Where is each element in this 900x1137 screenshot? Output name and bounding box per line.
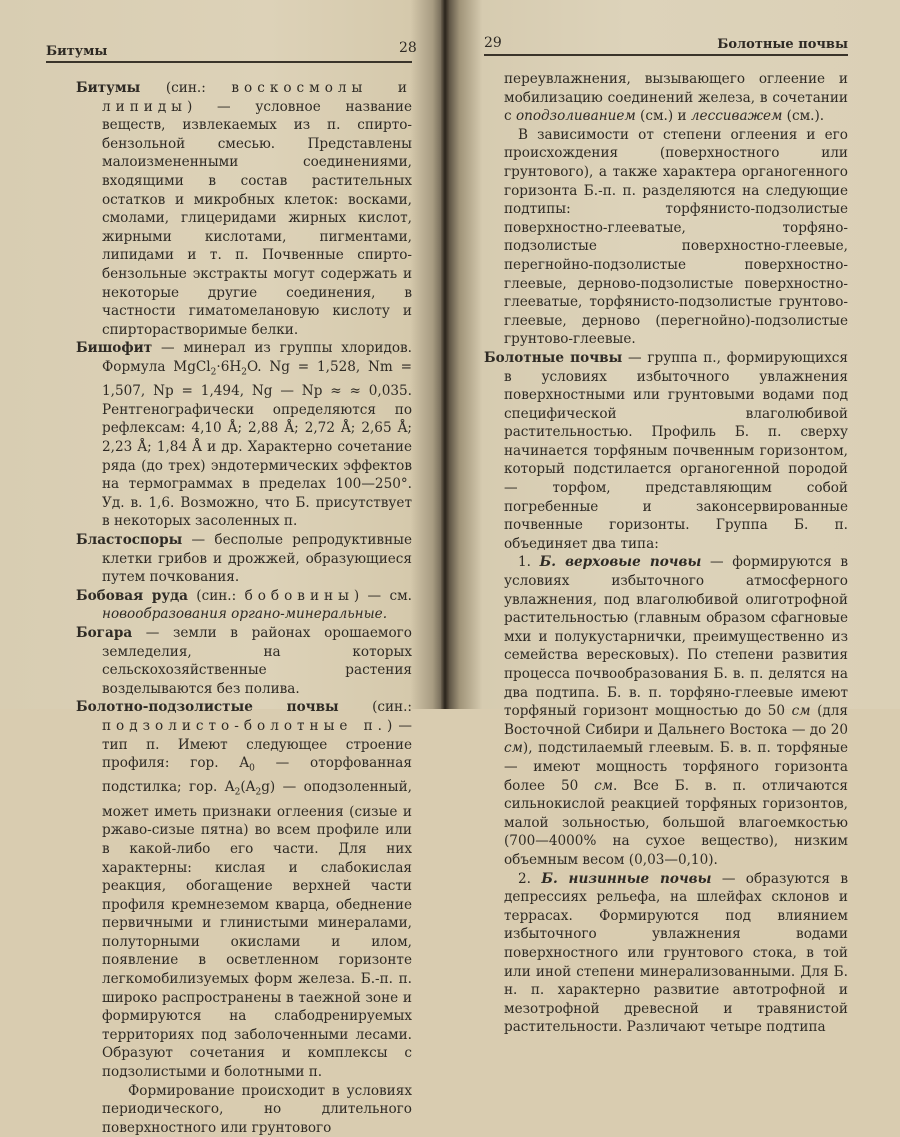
running-head-left: Битумы	[46, 44, 108, 59]
entry-bishofit: Бишофит — минерал из группы хлоридов. Формула $MgCl_2\cdot 6H_2O$. Ng = 1,528, Nm = 1,507, Np = 1,494, Ng — Np ≈ ≈ 0,035. Рентгенографически определяются по рефлексам: 4,10 Å; 2,88 Å; 2,72 Å; 2,65 Å; 2,23 Å; 1,84 Å и др. Характерно сочетание ряда (до трех) эндотермических эффектов на термограммах в пределах 100—250°. Уд. в. 1,6. Возможно, что Б. присутствует в некоторых засоленных п.	[76, 340, 412, 530]
cross-reference: новообразования органо-минеральные.	[102, 606, 388, 623]
right-text-block	[484, 70, 848, 1037]
running-head-right: Болотные почвы	[717, 37, 848, 52]
continuation-paragraph: переувлажнения, вызывающего оглеение и мобилизацию соединений железа, в сочетании с оподзоливанием (см.) и лессиважем (см.).	[504, 71, 848, 125]
entry-bobovaya-ruda: Бобовая руда (син.: бобовины) — см. новообразования органо-минеральные.	[76, 587, 412, 623]
header-rule-left	[46, 61, 412, 63]
left-text-block	[76, 79, 412, 1137]
book-gutter	[441, 0, 449, 709]
cross-reference: оподзоливанием	[515, 108, 636, 125]
page-number-left: 28	[399, 40, 417, 56]
entry-blastospory: Бластоспоры — бесполые репродуктивные клетки грибов и дрожжей, образующиеся путем почкования.	[76, 531, 412, 586]
entry-bogara: Богара — земли в районах орошаемого земледелия, на которых сельскохозяйственные растения возделываются без полива.	[76, 624, 412, 697]
type-2-nizinnye: 2. Б. низинные почвы — образуются в депрессиях рельефа, на шлейфах склонов и террасах. Формируются под влиянием избыточного увлажнения водами поверхностного или грунтового стока, в той или иной степени минерализованными. Для Б. н. п. характерно развитие автотрофной и мезотрофной древесной и травянистой растительности. Различают четыре подтипа	[504, 870, 848, 1036]
paragraph-formation: Формирование происходит в условиях периодического, но длительного поверхностного или грунтового	[102, 1082, 412, 1136]
header-rule-right	[484, 54, 848, 56]
page-number-right: 29	[484, 35, 502, 51]
right-page	[446, 0, 900, 1036]
entry-bolotnye-pochvy: Болотные почвы — группа п., формирующихся в условиях избыточного увлажнения поверхностными или грунтовыми водами под специфической влаголюбивой растительностью. Профиль Б. п. сверху начинается торфяным почвенным горизонтом, который подстилается органогенной породой — торфом, представляющим собой погребенные и законсервированные почвенные горизонты. Группа Б. п. объединяет два типа:	[484, 349, 848, 552]
paragraph-subtypes: В зависимости от степени оглеения и его происхождения (поверхностного или грунтового), а также характера органогенного горизонта Б.-п. п. разделяются на следующие подтипы: торфянисто-подзолистые поверхностно-глееватые, торфяно-подзолистые поверхностно-глеевые, перегнойно-подзолистые поверхностно-глеевые, дерново-подзолистые поверхностно-глееватые, торфянисто-подзолистые грунтово-глеевые, дерново (перегнойно)-подзолистые грунтово-глеевые.	[504, 126, 848, 348]
type-1-verkhovye: 1. Б. верховые почвы — формируются в условиях избыточного атмосферного увлажнения, под влаголюбивой олиготрофной растительностью (главным образом сфагновые мхи и полукустарнички, преимущественно из семейства вересковых). По степени развития процесса почвообразования Б. в. п. делятся на два подтипа. Б. в. п. торфяно-глеевые имеют торфяный горизонт мощностью до 50 см (для Восточной Сибири и Дальнего Востока — до 20 см), подстилаемый глеевым. Б. в. п. торфяные — имеют мощность торфяного горизонта более 50 см. Все Б. в. п. отличаются сильнокислой реакцией торфяных горизонтов, малой зольностью, большой влагоемкостью (700—4000% на сухое вещество), низким объемным весом (0,03—0,10).	[504, 554, 848, 868]
left-page	[0, 0, 446, 1136]
cross-reference: лессиважем	[690, 108, 783, 125]
entry-bitumy: Битумы (син.: воскосмолы и липиды) — условное название веществ, извлекаемых из п. спирто-бензольной смесью. Представлены малоизмененными соединениями, входящими в состав растительных остатков и микробных клеток: восками, смолами, глицеридами жирных кислот, жирными кислотами, пигментами, липидами и т. п. Почвенные спирто-бензольные экстракты могут содержать и некоторые другие соединения, в частности гиматомелановую кислоту и спирторастворимые белки.	[76, 80, 412, 338]
entry-bolotno-podzolistye: Болотно-подзолистые почвы (син.: подзолисто-болотные п.) — тип п. Имеют следующее строение профиля: гор. $A_0$ — оторфованная подстилка; гор. $A_2(A_2g)$ — оподзоленный, может иметь признаки оглеения (сизые и ржаво-сизые пятна) во всем профиле или в какой-либо его части. Для них характерны: кислая и слабокислая реакция, обогащение верхней части профиля кремнеземом кварца, обеднение первичными и глинистыми минералами, полуторными окислами и илом, появление в осветленном горизонте легкомобилизуемых форм железа. Б.-п. п. широко распространены в таежной зоне и формируются на слабодренируемых территориях под заболоченными лесами. Образуют сочетания и комплексы с подзолистыми и болотными п.	[76, 699, 413, 1081]
